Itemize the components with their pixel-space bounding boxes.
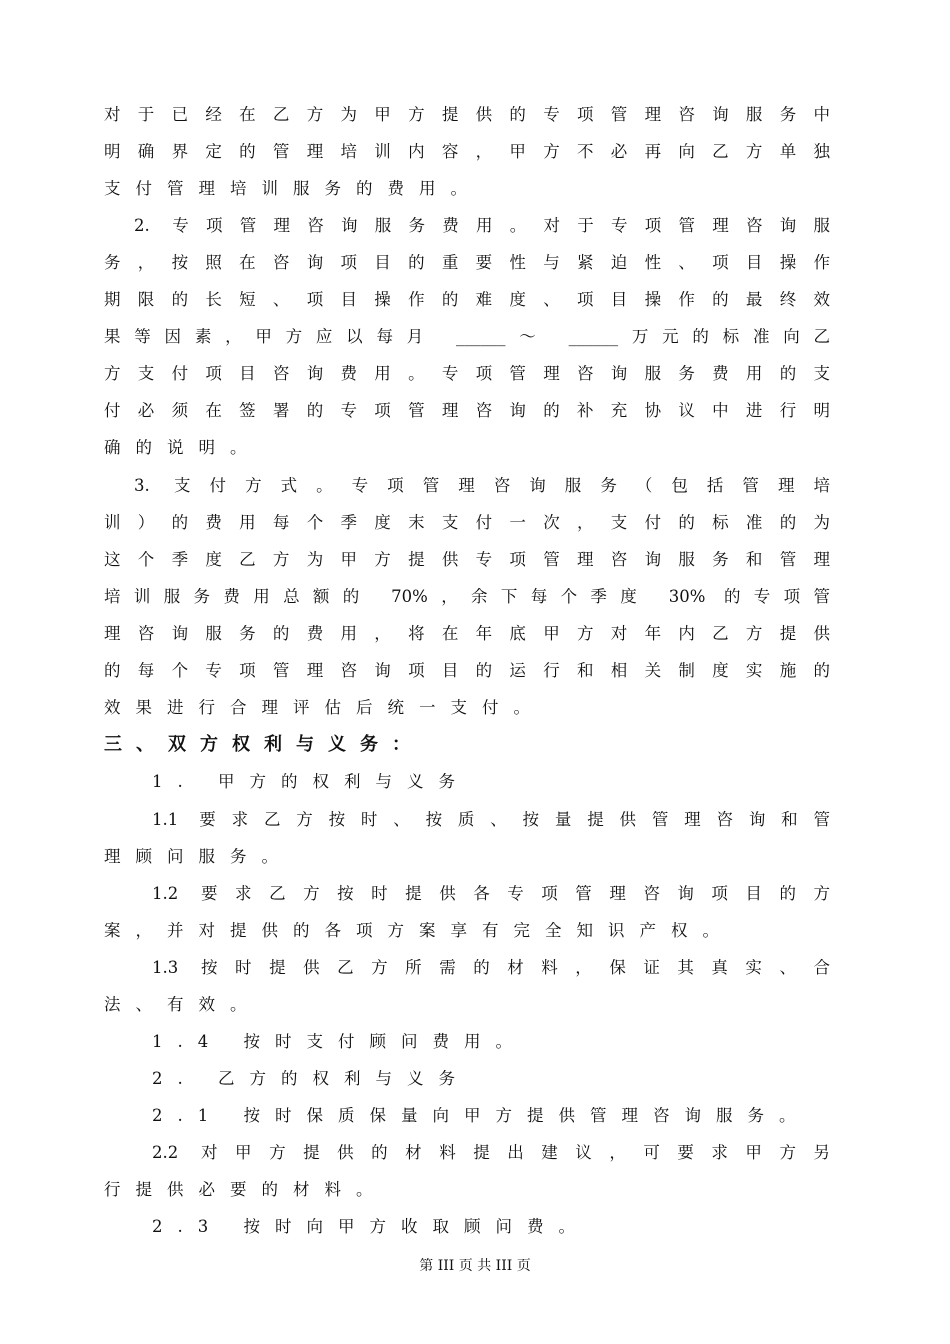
clause-line: 1.1 要求乙方按时、按质、按量提供管理咨询和管 bbox=[152, 810, 830, 829]
clause-3-line: 3. 支付方式。专项管理咨询服务（包括管理培 bbox=[134, 476, 830, 495]
paragraph-line: 付必须在签署的专项管理咨询的补充协议中进行明 bbox=[104, 401, 830, 420]
clause-line: 1.2 要求乙方按时提供各专项管理咨询项目的方 bbox=[152, 884, 830, 903]
paragraph-line: 案，并对提供的各项方案享有完全知识产权。 bbox=[104, 921, 734, 940]
subsection-heading: 1. 甲方的权利与义务 bbox=[152, 772, 470, 791]
clause-line: 2.3 按时向甲方收取顾问费。 bbox=[152, 1217, 590, 1236]
paragraph-line: 效果进行合理评估后统一支付。 bbox=[104, 698, 545, 717]
paragraph-line: 的每个专项管理咨询项目的运行和相关制度实施的 bbox=[104, 661, 830, 680]
clause-line: 1.4 按时支付顾问费用。 bbox=[152, 1032, 527, 1051]
paragraph-line: 行提供必要的材料。 bbox=[104, 1180, 388, 1199]
subsection-heading: 2. 乙方的权利与义务 bbox=[152, 1069, 470, 1088]
clause-line: 2.2 对甲方提供的材料提出建议，可要求甲方另 bbox=[152, 1143, 830, 1162]
paragraph-line: 支付管理培训服务的费用。 bbox=[104, 179, 482, 198]
clause-line: 2.1 按时保质保量向甲方提供管理咨询服务。 bbox=[152, 1106, 811, 1125]
paragraph-line: 训）的费用每个季度末支付一次，支付的标准的为 bbox=[104, 513, 830, 532]
paragraph-line: 培训服务费用总额的 70%，余下每个季度 30% 的专项管 bbox=[104, 587, 830, 606]
paragraph-line: 理顾问服务。 bbox=[104, 847, 293, 866]
paragraph-line: 理咨询服务的费用，将在年底甲方对年内乙方提供 bbox=[104, 624, 830, 643]
paragraph-line: 对于已经在乙方为甲方提供的专项管理咨询服务中 bbox=[104, 105, 830, 124]
paragraph-line: 明确界定的管理培训内容，甲方不必再向乙方单独 bbox=[104, 142, 830, 161]
section-heading: 三、双方权利与义务： bbox=[104, 734, 424, 755]
paragraph-line: 确的说明。 bbox=[104, 438, 262, 457]
page-footer: 第 III 页 共 III 页 bbox=[419, 1258, 531, 1274]
paragraph-line: 方支付项目咨询费用。专项管理咨询服务费用的支 bbox=[104, 364, 830, 383]
clause-line: 1.3 按时提供乙方所需的材料，保证其真实、合 bbox=[152, 958, 830, 977]
paragraph-line: 务，按照在咨询项目的重要性与紧迫性、项目操作 bbox=[104, 253, 830, 272]
fee-range-line: 果等因素，甲方应以每月 ______～ ______万元的标准向乙 bbox=[104, 327, 830, 346]
paragraph-line: 这个季度乙方为甲方提供专项管理咨询服务和管理 bbox=[104, 550, 830, 569]
paragraph-line: 法、有效。 bbox=[104, 995, 262, 1014]
clause-2-line: 2. 专项管理咨询服务费用。对于专项管理咨询服 bbox=[134, 216, 830, 235]
paragraph-line: 期限的长短、项目操作的难度、项目操作的最终效 bbox=[104, 290, 830, 309]
